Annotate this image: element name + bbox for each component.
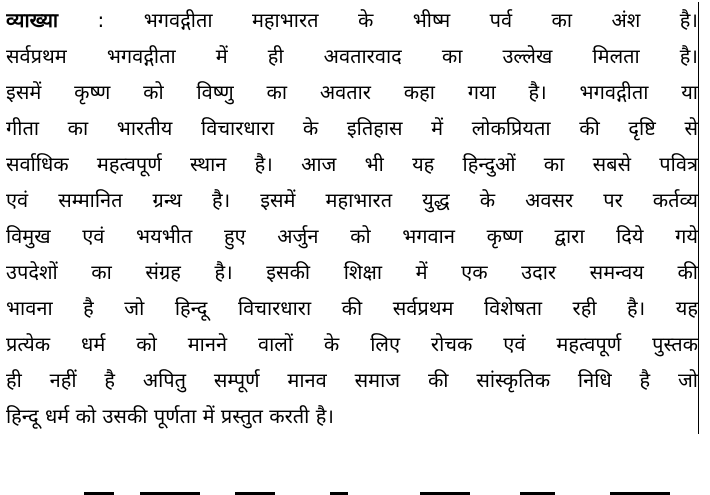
passage-line-11: ही नहीं है अपितु सम्पूर्ण मानव समाज की सांस्कृतिक निधि है जो [6,368,698,392]
passage-line-3: इसमें कृष्ण को विष्णु का अवतार कहा गया है। भगवद्गीता या [6,80,698,104]
explanation-heading: व्याख्या [6,8,59,32]
passage-line-12: हिन्दू धर्म को उसकी पूर्णता में प्रस्तुत करती है। [6,404,334,428]
passage-line-6: एवं सम्मानित ग्रन्थ है। इसमें महाभारत युद्ध के अवसर पर कर्तव्य [6,188,698,212]
passage-line-9: भावना है जो हिन्दू विचारधारा की सर्वप्रथम विशेषता रही है। यह [6,296,698,320]
cropped-next-line-fragments [0,486,710,495]
passage-line-10: प्रत्येक धर्म को मानने वालों के लिए रोचक एवं महत्वपूर्ण पुस्तक [6,332,698,356]
passage-line-7: विमुख एवं भयभीत हुए अर्जुन को भगवान कृष्ण द्वारा दिये गये [6,224,698,248]
passage-line-1-text: भगवद्गीता महाभारत के भीष्म पर्व का अंश है। [143,8,698,32]
passage-line-2: सर्वप्रथम भगवद्गीता में ही अवतारवाद का उल्लेख मिलता है। [6,44,698,68]
passage-line-1 [6,2,698,38]
passage-line-4: गीता का भारतीय विचारधारा के इतिहास में लोकप्रियता की दृष्टि से [6,116,698,140]
heading-separator: : [58,8,144,32]
passage-line-8: उपदेशों का संग्रह है। इसकी शिक्षा में एक उदार समन्वय की [6,260,698,284]
explanation-passage [6,2,699,434]
passage-line-5: सर्वाधिक महत्वपूर्ण स्थान है। आज भी यह हिन्दुओं का सबसे पवित्र [6,152,698,176]
